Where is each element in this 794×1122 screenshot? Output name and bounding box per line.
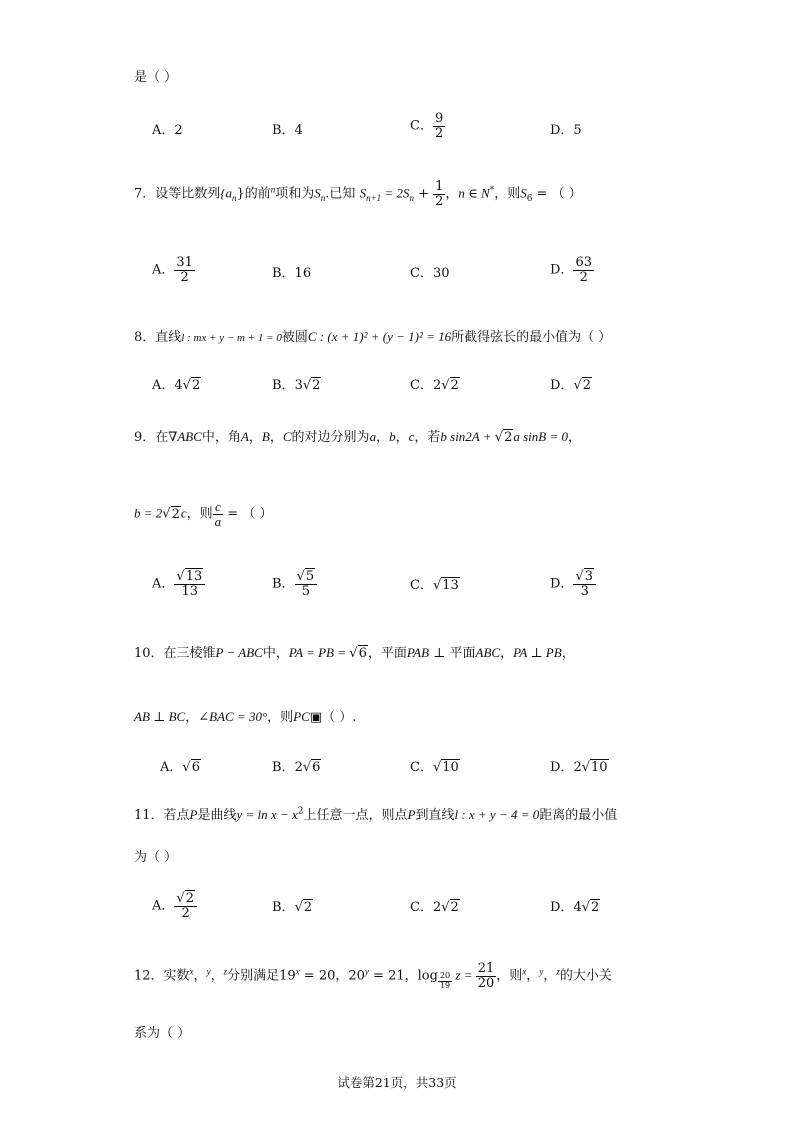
q8-option-b[interactable]: B．3√2 <box>272 378 321 393</box>
q6-option-d[interactable]: D．5 <box>550 123 582 138</box>
q7-option-b[interactable]: B．16 <box>272 266 312 281</box>
q12-stem-line1: 12．实数$^x$，$^y$，$^z$分别满足$19^x = 20$，$20^y = 21$，log $\frac{20}{19}$ z = $\frac{21}{20}$ ，则$^x$，$^y$，$^z$的大小关 <box>134 961 612 991</box>
q10-option-c[interactable]: C．√10 <box>410 760 459 775</box>
q6-option-a[interactable]: A．2 <box>152 123 183 138</box>
q8-option-c[interactable]: C．2√2 <box>410 378 459 393</box>
q6-option-b[interactable]: B．4 <box>272 123 303 138</box>
q10-stem-line2: AB ⊥ BC，∠BAC = 30°，则PC▣（ ）. <box>134 709 357 725</box>
q8-stem: 8．直线l : mx + y − m + 1 = 0被圆C : (x + 1)² + (y − 1)² = 16所截得弦长的最小值为（ ） <box>134 329 612 345</box>
q7-stem: 7．设等比数列$\{a_n\}$的前$^n$项和为$S_n$.已知 $S_{n+1} = 2S_n$ + $\frac{1}{2}$ ，n ∈ N*，则$S_6$ = （ ） <box>134 179 582 209</box>
q10-option-d[interactable]: D．2√10 <box>550 760 608 775</box>
q11-stem-line2: 为（ ） <box>134 850 178 865</box>
q7-option-c[interactable]: C．30 <box>410 266 450 281</box>
q9-stem-line2: b = 2√2c，则 $\frac{c}{a}$ = （ ） <box>134 499 273 529</box>
q10-option-b[interactable]: B．2√6 <box>272 760 321 775</box>
q8-option-d[interactable]: D．√2 <box>550 378 592 393</box>
q9-option-a[interactable]: A． $\frac{√13}{13}$ <box>152 570 205 598</box>
placeholder-box-icon: ▣ <box>309 710 323 725</box>
q12-stem-line2: 系为（ ） <box>134 1026 191 1041</box>
q11-option-d[interactable]: D．4√2 <box>550 900 600 915</box>
q9-option-d[interactable]: D． $\frac{√3}{3}$ <box>550 570 596 598</box>
q8-option-a[interactable]: A．4√2 <box>152 378 201 393</box>
q11-option-c[interactable]: C．2√2 <box>410 900 459 915</box>
q6-tail: 是（ ） <box>134 70 178 85</box>
q9-option-c[interactable]: C．√13 <box>410 578 459 593</box>
q7-option-d[interactable]: D． $\frac{63}{2}$ <box>550 255 592 285</box>
q11-stem-line1: 11．若点P是曲线$y = \ln x - x^2$上任意一点，则点P到直线l : x + y − 4 = 0距离的最小值 <box>134 806 618 823</box>
q9-option-b[interactable]: B． $\frac{√5}{5}$ <box>272 570 317 598</box>
q9-stem-line1: 9．在∇ABC中，角A，B，C的对边分别为a，b，c，若b sin2A + √2a sinB = 0， <box>134 429 582 445</box>
q10-option-a[interactable]: A．√6 <box>160 760 200 775</box>
q6-option-c[interactable]: C． $\frac{9}{2}$ <box>410 111 444 141</box>
q7-option-a[interactable]: A． $\frac{31}{2}$ <box>152 255 193 285</box>
page-footer: 试卷第21页，共33页 <box>337 1075 457 1090</box>
q11-option-a[interactable]: A． $\frac{√2}{2}$ <box>152 892 197 920</box>
q11-option-b[interactable]: B．√2 <box>272 900 313 915</box>
q10-stem-line1: 10．在三棱锥P − ABC中，PA = PB = √6，平面PAB ⊥ 平面ABC，PA ⊥ PB， <box>134 645 575 661</box>
